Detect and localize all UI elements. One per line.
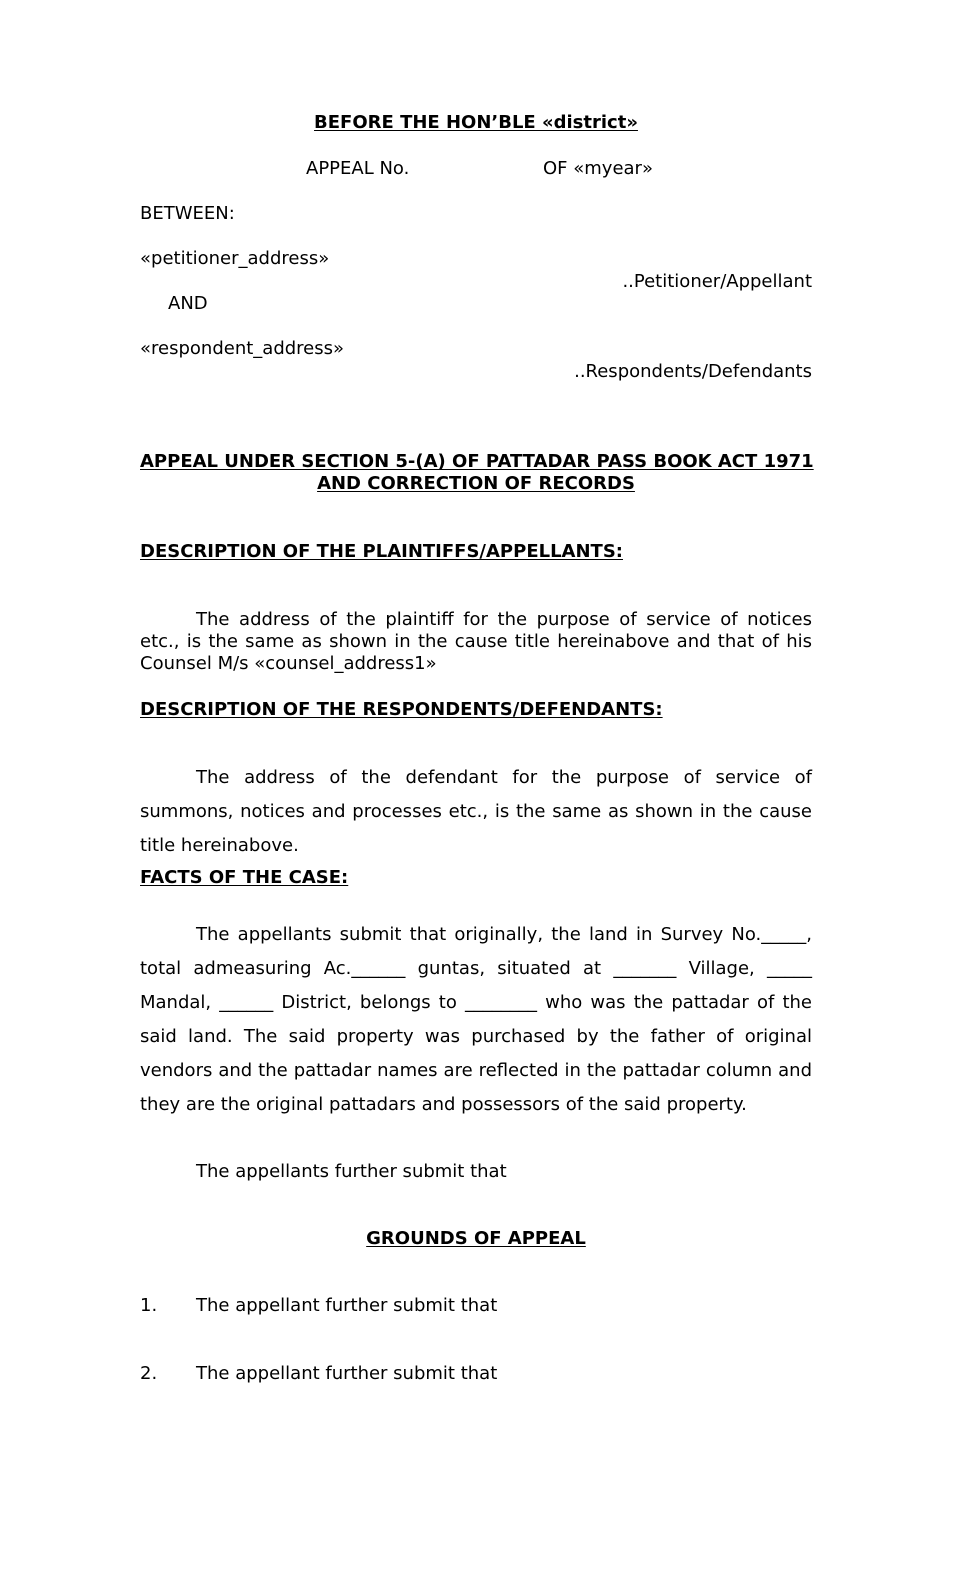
appeal-number-label: APPEAL No. [306,158,410,179]
respondents-heading: DESCRIPTION OF THE RESPONDENTS/DEFENDANTS: [140,699,663,720]
and-label: AND [168,293,208,314]
respondents-paragraph: The address of the defendant for the purpose of service of summons, notices and processes etc., is the same as shown in the cause title hereinabove. [140,767,812,856]
facts-further-text: The appellants further submit that [196,1161,507,1182]
grounds-heading: GROUNDS OF APPEAL [366,1228,586,1249]
ground-text: The appellant further submit that [196,1363,498,1384]
plaintiffs-heading: DESCRIPTION OF THE PLAINTIFFS/APPELLANTS: [140,541,623,562]
appeal-year: OF «myear» [543,158,653,179]
ground-number: 2. [140,1363,158,1384]
facts-heading: FACTS OF THE CASE: [140,867,349,888]
appeal-heading-line1: APPEAL UNDER SECTION 5-(A) OF PATTADAR PASS BOOK ACT 1971 [140,451,814,472]
petitioner-role: ..Petitioner/Appellant [622,271,812,292]
plaintiffs-paragraph: The address of the plaintiff for the purpose of service of notices etc., is the same as shown in the cause title hereinabove and that of his Counsel M/s «counsel_address1» [140,609,812,674]
between-label: BETWEEN: [140,203,235,224]
court-title: BEFORE THE HON’BLE «district» [314,112,638,133]
appeal-heading-line2: AND CORRECTION OF RECORDS [317,473,635,494]
petitioner-address: «petitioner_address» [140,248,330,269]
respondent-address: «respondent_address» [140,338,345,359]
ground-text: The appellant further submit that [196,1295,498,1316]
ground-number: 1. [140,1295,158,1316]
respondent-role: ..Respondents/Defendants [574,361,812,382]
facts-paragraph: The appellants submit that originally, the land in Survey No._____, total admeasuring Ac.______ guntas, situated at _______ Village, _____ Mandal, ______ District, belongs to ________ who was the pattadar of the said land. The said property was purchased by the father of original vendors and the pattadar names are reflected in the pattadar column and they are the original pattadars and possessors of the said property. [140,924,812,1115]
